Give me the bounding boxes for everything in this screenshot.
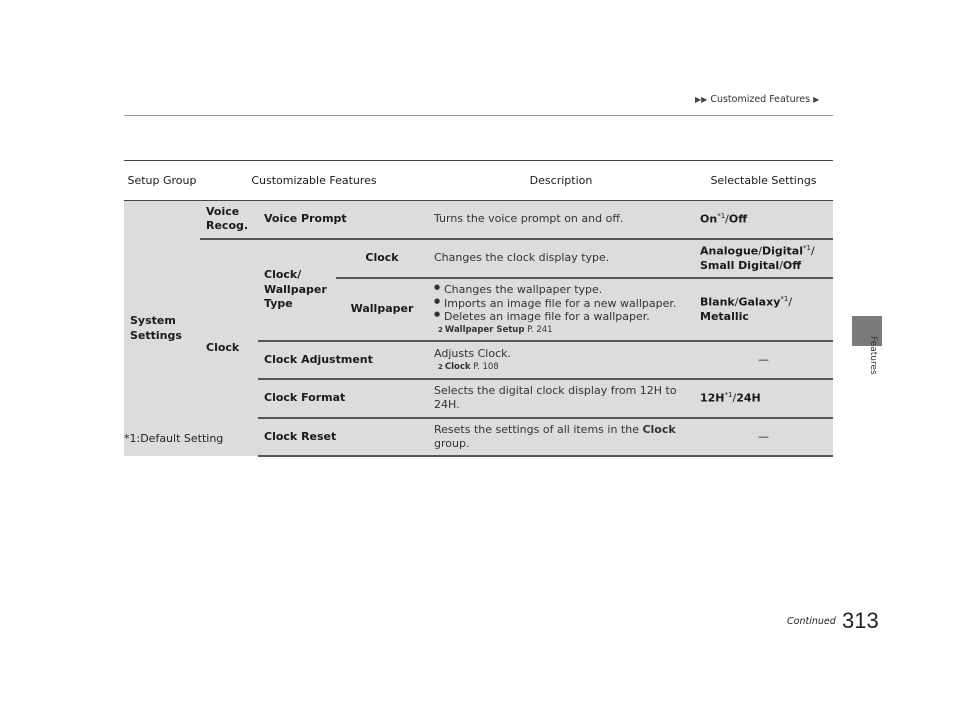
reference-page[interactable]: P. 241 <box>527 325 553 336</box>
setting-footnote-mark: *1 <box>802 243 811 252</box>
header-description: Description <box>428 161 694 201</box>
separator: / <box>732 391 737 405</box>
header-setup-group: Setup Group <box>124 161 200 201</box>
list-item: ● Changes the wallpaper type. <box>434 283 688 297</box>
clock-description: Changes the clock display type. <box>428 239 694 278</box>
group-cell: System Settings <box>124 201 200 457</box>
wallpaper-feature: Wallpaper <box>336 278 428 341</box>
separator: / <box>734 295 739 309</box>
setting-footnote-mark: *1 <box>724 390 733 399</box>
separator: / <box>779 258 783 272</box>
clock-format-feature: Clock Format <box>258 379 428 418</box>
setting-24h: 24H <box>736 391 761 405</box>
clock-adjustment-settings: — <box>694 341 833 379</box>
setting-12h: 12H <box>700 391 725 405</box>
wallpaper-description <box>428 278 694 341</box>
setting-on: On <box>700 212 718 226</box>
double-arrow-right-icon: ▶▶ <box>695 95 708 104</box>
clock-link[interactable] <box>434 362 688 373</box>
breadcrumb-title[interactable]: Customized Features <box>710 94 811 105</box>
description-text: Resets the settings of all items in the <box>434 422 643 436</box>
table-row <box>124 239 833 278</box>
setting-metallic: Metallic <box>700 309 749 323</box>
clock-adjustment-description <box>428 341 694 379</box>
wallpaper-setup-link[interactable] <box>434 325 688 336</box>
separator: / <box>725 212 729 226</box>
voice-recog-cell: Voice Recog. <box>200 201 258 239</box>
setting-off: Off <box>782 258 802 272</box>
customizable-features-table <box>124 160 833 457</box>
clock-reset-description <box>428 418 694 457</box>
clock-feature: Clock <box>336 239 428 278</box>
reference-icon: 2 <box>438 363 443 372</box>
setting-analogue: Analogue <box>700 244 759 258</box>
wallpaper-bullet-list <box>434 283 688 324</box>
setting-digital: Digital <box>761 244 803 258</box>
table-header-row <box>124 161 833 201</box>
continued-label: Continued <box>787 616 836 627</box>
reference-label[interactable]: Wallpaper Setup <box>444 325 525 336</box>
clock-adjustment-feature: Clock Adjustment <box>258 341 428 379</box>
table-row <box>124 201 833 239</box>
clock-reset-feature: Clock Reset <box>258 418 428 457</box>
separator: / <box>810 244 815 258</box>
reference-icon: 2 <box>438 326 443 335</box>
clock-reset-settings: — <box>694 418 833 457</box>
reference-page[interactable]: P. 108 <box>473 362 499 373</box>
clock-group-cell: Clock <box>200 239 258 457</box>
clock-wallpaper-type-cell: Clock/ Wallpaper Type <box>258 239 336 342</box>
voice-prompt-settings <box>694 201 833 239</box>
setting-off: Off <box>728 212 748 226</box>
separator: / <box>788 295 793 309</box>
description-text: Adjusts Clock. <box>434 346 511 360</box>
arrow-right-icon: ▶ <box>813 95 820 104</box>
footnote: *1:Default Setting <box>124 432 224 445</box>
section-tab-label: Features <box>868 336 878 375</box>
clock-format-description: Selects the digital clock display from 12H to 24H. <box>428 379 694 418</box>
reference-label[interactable]: Clock <box>444 362 471 373</box>
page-number: 313 <box>842 608 879 633</box>
header-divider <box>124 115 833 116</box>
setting-galaxy: Galaxy <box>738 295 781 309</box>
setting-footnote-mark: *1 <box>780 294 789 303</box>
breadcrumb[interactable] <box>695 94 819 105</box>
setting-blank: Blank <box>700 295 735 309</box>
description-bold: Clock <box>642 422 676 436</box>
setting-small-digital: Small Digital <box>700 258 780 272</box>
header-selectable-settings: Selectable Settings <box>694 161 833 201</box>
separator: / <box>758 244 762 258</box>
clock-settings <box>694 239 833 278</box>
description-text: group. <box>434 437 470 451</box>
list-item: ● Imports an image file for a new wallpaper. <box>434 297 688 311</box>
list-item: ● Deletes an image file for a wallpaper. <box>434 310 688 324</box>
voice-prompt-description: Turns the voice prompt on and off. <box>428 201 694 239</box>
voice-prompt-feature: Voice Prompt <box>258 201 428 239</box>
wallpaper-settings <box>694 278 833 341</box>
clock-format-settings <box>694 379 833 418</box>
setting-footnote-mark: *1 <box>717 211 726 220</box>
header-customizable-features: Customizable Features <box>200 161 428 201</box>
